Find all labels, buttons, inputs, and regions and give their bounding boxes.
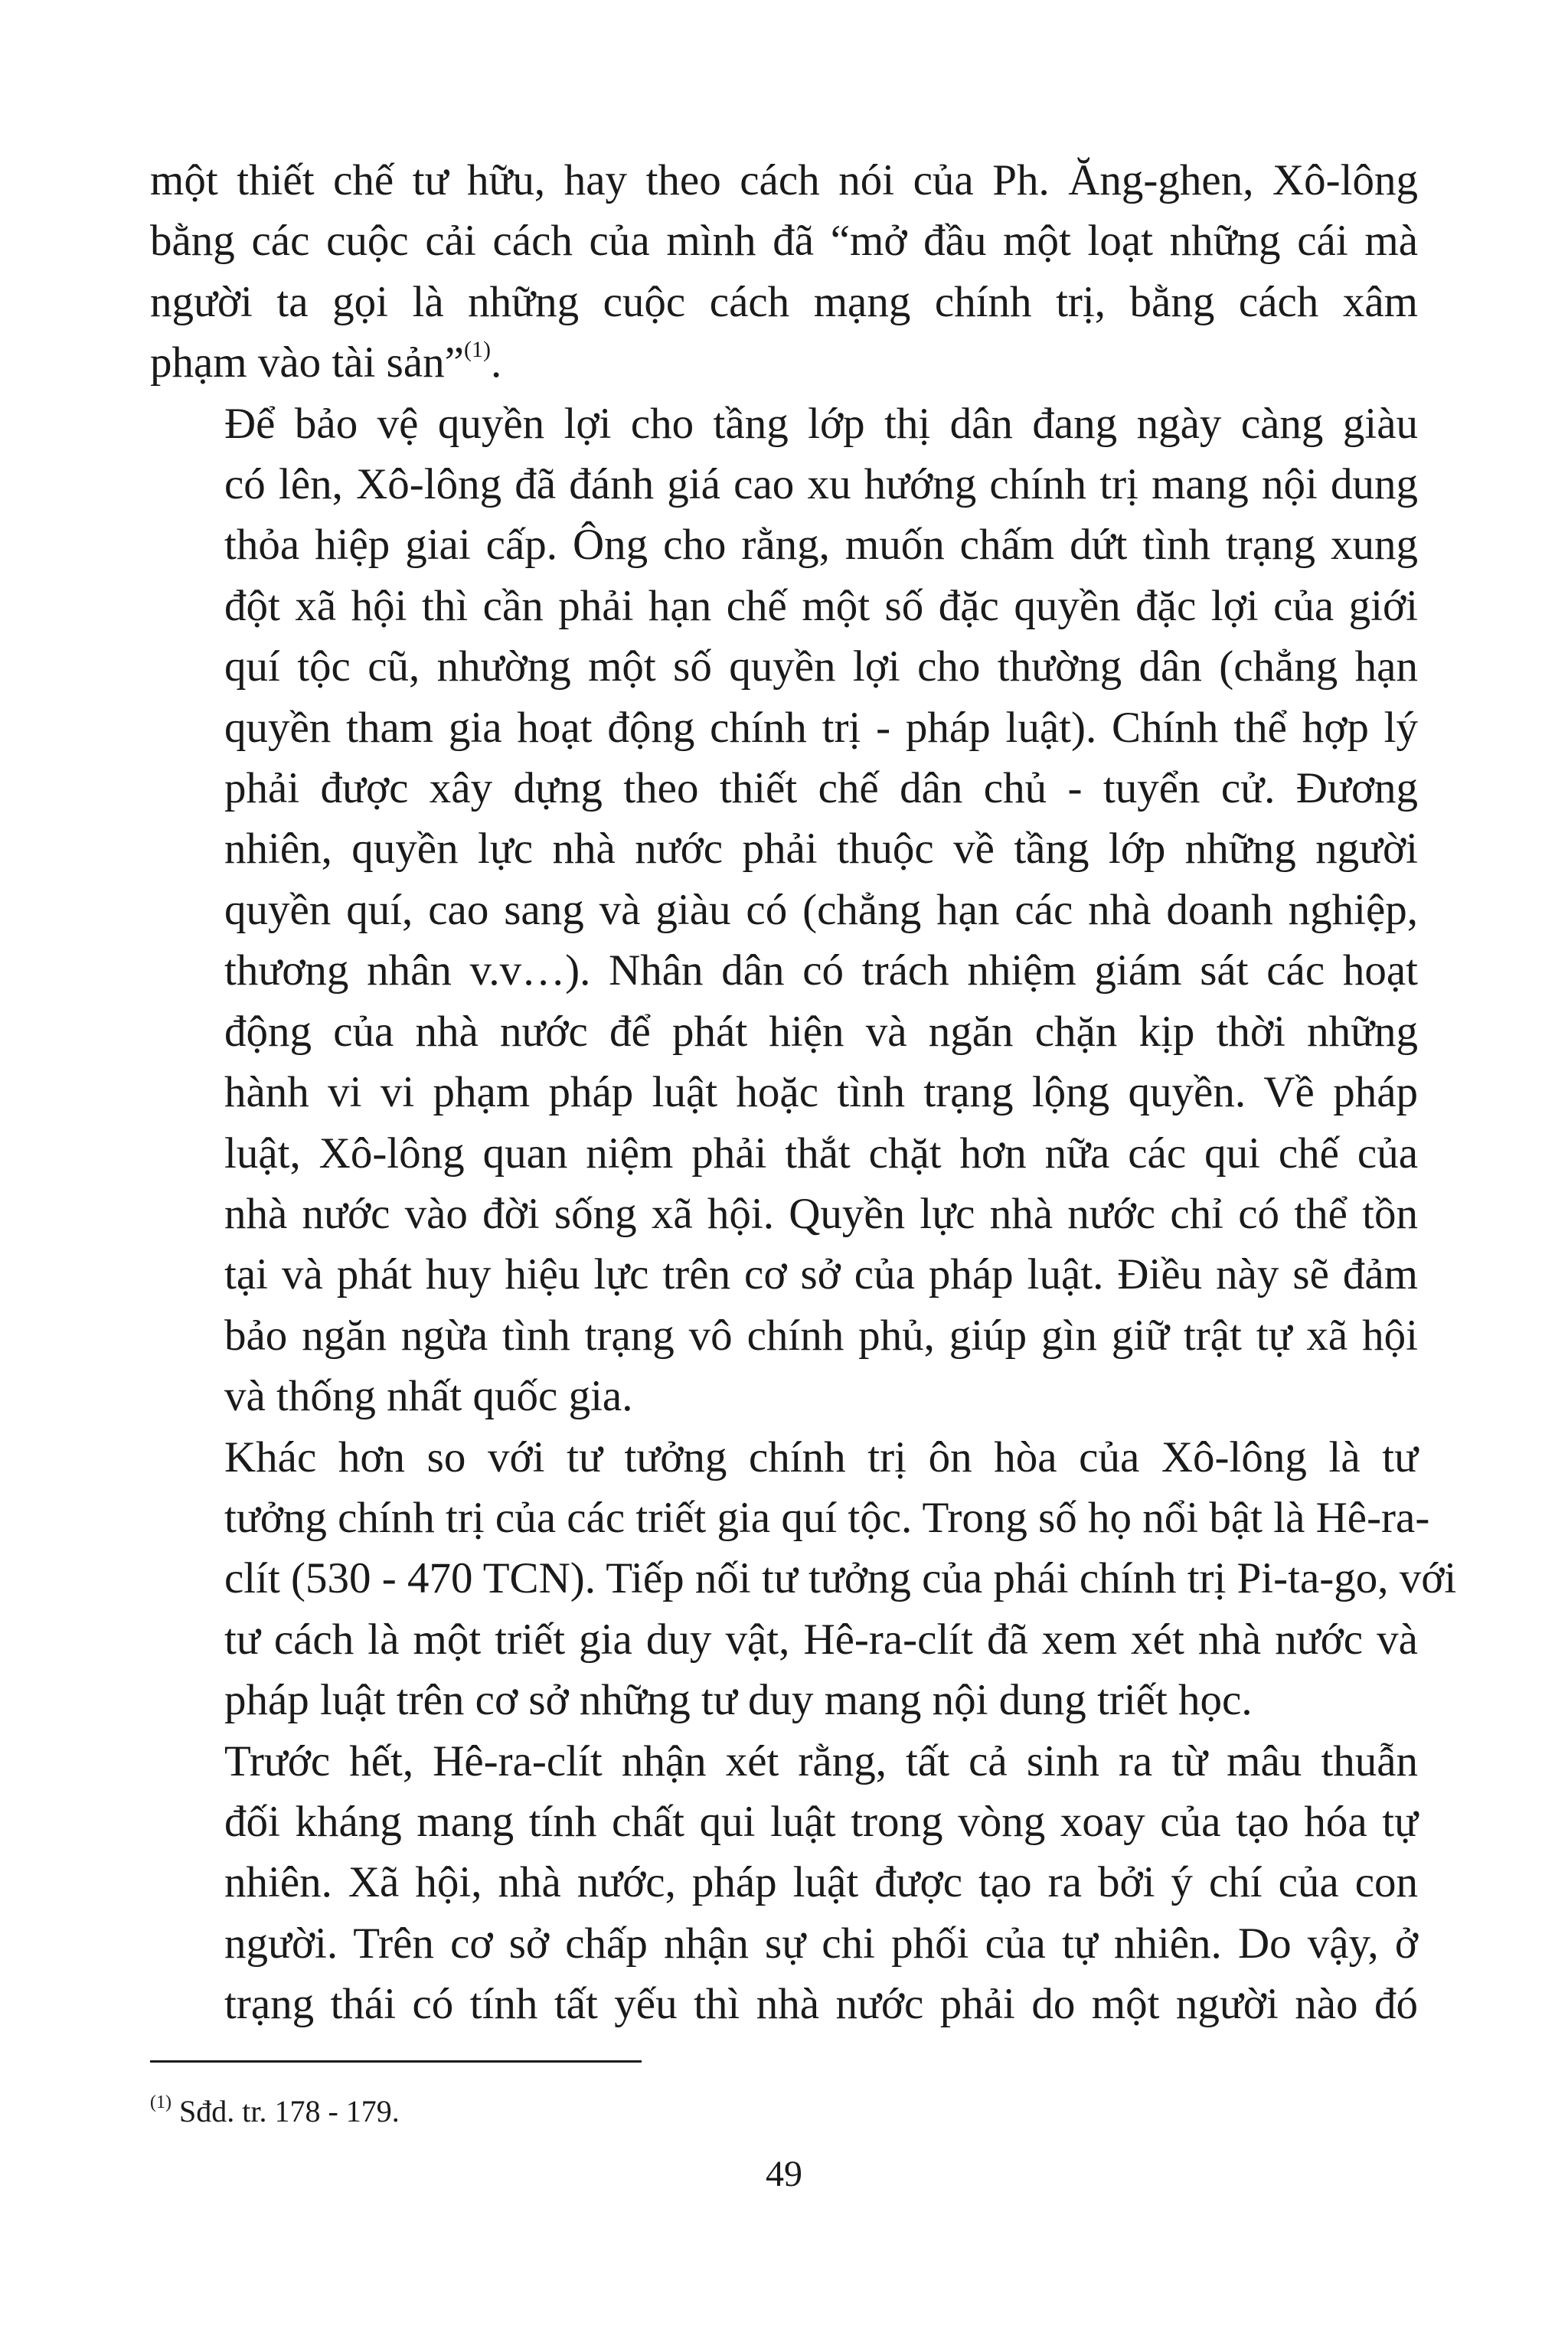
footnote-text: Sđd. tr. 178 - 179. <box>171 2094 400 2128</box>
text-line: thỏa hiệp giai cấp. Ông cho rằng, muốn chấm dứt tình trạng xung <box>224 521 1418 570</box>
paragraph <box>150 394 1418 1427</box>
text-line-content: phạm vào tài sản” <box>150 338 464 387</box>
text-line-content: pháp luật trên cơ sở những tư duy mang nội dung triết học. <box>224 1676 1253 1725</box>
page-number: 49 <box>766 2154 802 2194</box>
text-line <box>150 1366 1418 1426</box>
text-line: nhiên, quyền lực nhà nước phải thuộc về tầng lớp những người <box>224 825 1418 874</box>
text-line: Để bảo vệ quyền lợi cho tầng lớp thị dân đang ngày càng giàu <box>224 399 1418 448</box>
text-line <box>150 332 1418 393</box>
text-line: Khác hơn so với tư tưởng chính trị ôn hòa của Xô-lông là tư <box>224 1432 1418 1481</box>
footnote-divider <box>150 2060 642 2063</box>
text-line <box>150 1670 1418 1730</box>
paragraph <box>150 1427 1457 1731</box>
text-line: quyền quí, cao sang và giàu có (chẳng hạn các nhà doanh nghiệp, <box>224 885 1418 934</box>
text-line-tail: . <box>490 338 502 387</box>
text-line: clít (530 - 470 TCN). Tiếp nối tư tưởng của phái chính trị Pi-ta-go, với <box>224 1554 1457 1603</box>
text-line: đột xã hội thì cần phải hạn chế một số đặc quyền đặc lợi của giới <box>224 581 1418 630</box>
text-line: nhiên. Xã hội, nhà nước, pháp luật được tạo ra bởi ý chí của con <box>224 1858 1418 1907</box>
text-line: người. Trên cơ sở chấp nhận sự chi phối của tự nhiên. Do vậy, ở <box>224 1919 1418 1968</box>
text-line: quyền tham gia hoạt động chính trị - pháp luật). Chính thể hợp lý <box>224 703 1418 752</box>
text-line: tưởng chính trị của các triết gia quí tộc. Trong số họ nổi bật là Hê-ra- <box>224 1493 1430 1542</box>
text-line: phải được xây dựng theo thiết chế dân chủ - tuyển cử. Đương <box>224 764 1418 813</box>
text-line: tư cách là một triết gia duy vật, Hê-ra-clít đã xem xét nhà nước và <box>224 1615 1418 1664</box>
text-line: thương nhân v.v…). Nhân dân có trách nhiệm giám sát các hoạt <box>224 946 1418 995</box>
paragraph <box>150 150 1418 394</box>
text-line: có lên, Xô-lông đã đánh giá cao xu hướng chính trị mang nội dung <box>224 460 1418 509</box>
text-line: tại và phát huy hiệu lực trên cơ sở của pháp luật. Điều này sẽ đảm <box>224 1250 1418 1299</box>
body-text <box>150 150 1457 2035</box>
paragraph <box>150 1731 1418 2035</box>
text-line: người ta gọi là những cuộc cách mạng chính trị, bằng cách xâm <box>150 277 1418 326</box>
text-line: đối kháng mang tính chất qui luật trong vòng xoay của tạo hóa tự <box>224 1797 1418 1846</box>
footnote-reference: (1) <box>463 337 491 363</box>
text-line: Trước hết, Hê-ra-clít nhận xét rằng, tất cả sinh ra từ mâu thuẫn <box>224 1736 1418 1785</box>
text-line: bằng các cuộc cải cách của mình đã “mở đầu một loạt những cái mà <box>150 217 1418 266</box>
text-line: nhà nước vào đời sống xã hội. Quyền lực nhà nước chỉ có thể tồn <box>224 1189 1418 1238</box>
text-line: quí tộc cũ, nhường một số quyền lợi cho thường dân (chẳng hạn <box>224 642 1418 691</box>
text-line: hành vi vi phạm pháp luật hoặc tình trạng lộng quyền. Về pháp <box>224 1068 1418 1117</box>
text-line: một thiết chế tư hữu, hay theo cách nói của Ph. Ăng-ghen, Xô-lông <box>150 156 1418 204</box>
footnote <box>150 2090 400 2133</box>
footnote-marker: (1) <box>150 2092 172 2112</box>
text-line-content: và thống nhất quốc gia. <box>224 1372 633 1421</box>
text-line: động của nhà nước để phát hiện và ngăn chặn kịp thời những <box>224 1007 1418 1056</box>
text-line: luật, Xô-lông quan niệm phải thắt chặt hơn nữa các qui chế của <box>224 1129 1418 1178</box>
text-line: bảo ngăn ngừa tình trạng vô chính phủ, giúp gìn giữ trật tự xã hội <box>224 1311 1418 1360</box>
text-line: trạng thái có tính tất yếu thì nhà nước phải do một người nào đó <box>224 1980 1418 2029</box>
